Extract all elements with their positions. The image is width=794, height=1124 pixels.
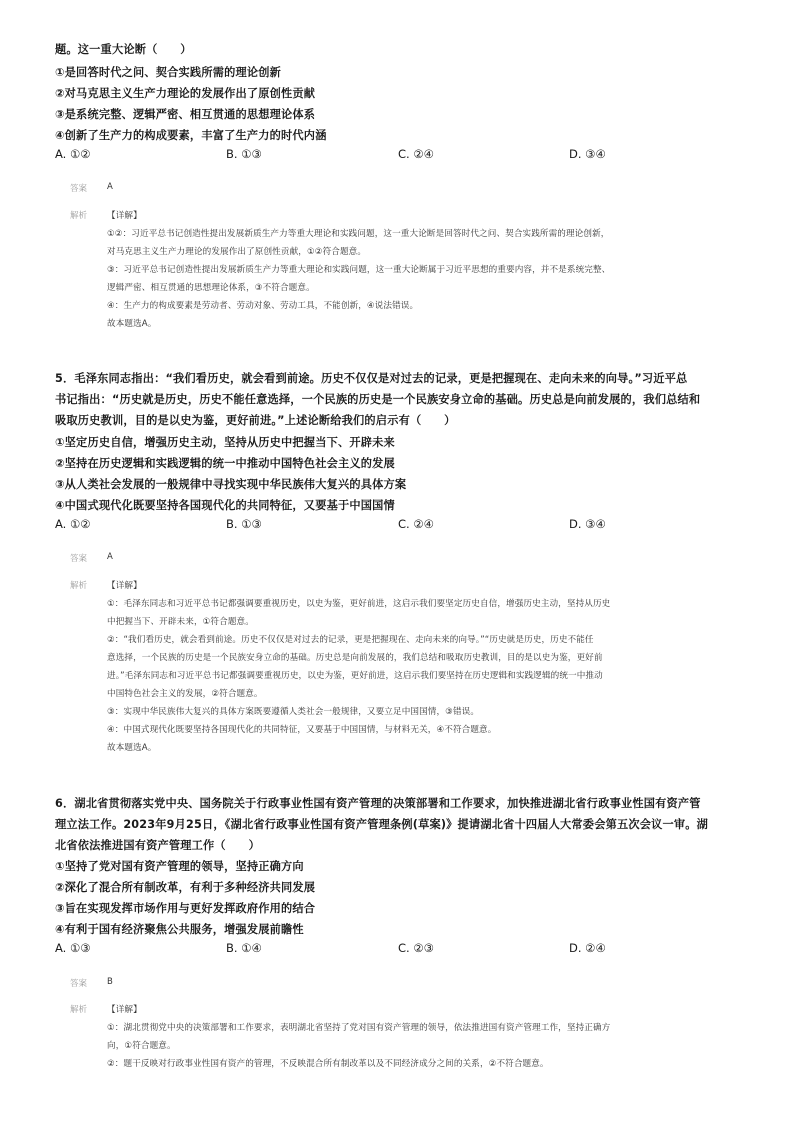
explanation-line: 故本题选A。 [107,743,157,753]
statement-2: ②对马克思主义生产力理论的发展作出了原创性贡献 [55,87,316,100]
explanation-line: 对马克思主义生产力理论的发展作出了原创性贡献，①②符合题意。 [107,247,367,257]
explanation-line: 【详解】 [107,1005,142,1015]
explanation-line: ④：生产力的构成要素是劳动者、劳动对象、劳动工具，不能创新，④说法错误。 [107,301,419,311]
explanation-line: ①：毛泽东同志和习近平总书记都强调要重视历史，以史为鉴，更好前进，这启示我们要坚定历史自信，增强历史主动，坚持从历史 [107,599,611,609]
option-d[interactable]: D. ③④ [569,147,606,161]
statement-1: ①坚持了党对国有资产管理的领导，坚持正确方向 [55,860,304,873]
explanation-line: ①②：习近平总书记创造性提出发展新质生产力等重大理论和实践问题，这一重大论断是回答时代之问、契合实践所需的理论创新， [107,229,610,239]
question-stem-line: 北省依法推进国有资产管理工作（ ） [55,839,260,852]
analysis-tag: 解析 [70,581,88,591]
option-d[interactable]: D. ③④ [569,517,606,531]
option-c[interactable]: C. ②④ [398,147,434,161]
explanation-line: 中把握当下、开辟未来，①符合题意。 [107,617,254,627]
option-a[interactable]: A. ①② [55,147,91,161]
question-stem-line: 书记指出：“历史就是历史，历史不能任意选择，一个民族的历史是一个民族安身立命的基础。历史总是向前发展的，我们总结和 [55,393,701,406]
explanation-line: 【详解】 [107,581,142,591]
statement-3: ③旨在实现发挥市场作用与更好发挥政府作用的结合 [55,902,316,915]
option-b[interactable]: B. ①③ [226,147,262,161]
explanation-line: 意选择，一个民族的历史是一个民族安身立命的基础。历史总是向前发展的，我们总结和吸取历史教训，目的是以史为鉴，更好前 [107,653,603,663]
explanation-line: ③：习近平总书记创造性提出发展新质生产力等重大理论和实践问题，这一重大论断属于习近平思想的重要内容，并不是系统完整、 [107,265,611,275]
option-c[interactable]: C. ②③ [398,941,434,955]
explanation-line: 进。”毛泽东同志和习近平总书记都强调要重视历史，以史为鉴，更好前进，这启示我们要坚持在历史逻辑和实践逻辑的统一中推动 [107,671,603,681]
explanation-line: 向，①符合题意。 [107,1041,176,1051]
statement-4: ④创新了生产力的构成要素，丰富了生产力的时代内涵 [55,129,327,142]
explanation-line: ①：湖北贯彻党中央的决策部署和工作要求，表明湖北省坚持了党对国有资产管理的领导，依法推进国有资产管理工作，坚持正确方 [107,1023,611,1033]
question-stem-line: 理立法工作。2023年9月25日，《湖北省行政事业性国有资产管理条例(草案)》提请湖北省十四届人大常委会第五次会议一审。湖 [55,818,709,831]
statement-2: ②深化了混合所有制改革，有利于多种经济共同发展 [55,881,316,894]
question-stem-line: 6．湖北省贯彻落实党中央、国务院关于行政事业性国有资产管理的决策部署和工作要求，加快推进湖北省行政事业性国有资产管 [55,797,701,810]
option-d[interactable]: D. ②④ [569,941,606,955]
option-b[interactable]: B. ①④ [226,941,262,955]
answer-value: A [107,552,113,562]
option-c[interactable]: C. ②④ [398,517,434,531]
statement-2: ②坚持在历史逻辑和实践逻辑的统一中推动中国特色社会主义的发展 [55,457,395,470]
option-a[interactable]: A. ①③ [55,941,91,955]
answer-tag: 答案 [70,979,88,989]
explanation-line: ④：中国式现代化既要坚持各国现代化的共同特征，又要基于中国国情，与材料无关，④不符合题意。 [107,725,497,735]
analysis-tag: 解析 [70,1005,88,1015]
answer-value: A [107,182,113,192]
explanation-line: 故本题选A。 [107,319,157,329]
statement-4: ④有利于国有经济聚焦公共服务，增强发展前瞻性 [55,923,304,936]
explanation-line: 【详解】 [107,211,142,221]
statement-3: ③是系统完整、逻辑严密、相互贯通的思想理论体系 [55,108,316,121]
explanation-line: ③：实现中华民族伟大复兴的具体方案既要遵循人类社会一般规律，又要立足中国国情，③错误。 [107,707,480,717]
analysis-tag: 解析 [70,211,88,221]
question-stem-line: 题。这一重大论断（ ） [55,43,192,56]
answer-value: B [107,977,113,987]
answer-tag: 答案 [70,554,88,564]
explanation-line: 中国特色社会主义的发展，②符合题意。 [107,689,263,699]
answer-tag: 答案 [70,184,88,194]
statement-1: ①坚定历史自信，增强历史主动，坚持从历史中把握当下、开辟未来 [55,436,395,449]
explanation-line: ②：题干反映对行政事业性国有资产的管理，不反映混合所有制改革以及不同经济成分之间的关系，②不符合题意。 [107,1059,549,1069]
explanation-line: 逻辑严密、相互贯通的思想理论体系，③不符合题意。 [107,283,315,293]
question-stem-line: 5．毛泽东同志指出：“我们看历史，就会看到前途。历史不仅仅是对过去的记录，更是把握现在、走向未来的向导。”习近平总 [55,372,688,385]
statement-1: ①是回答时代之问、契合实践所需的理论创新 [55,66,282,79]
statement-4: ④中国式现代化既要坚持各国现代化的共同特征，又要基于中国国情 [55,499,395,512]
statement-3: ③从人类社会发展的一般规律中寻找实现中华民族伟大复兴的具体方案 [55,478,407,491]
option-a[interactable]: A. ①② [55,517,91,531]
explanation-line: ②：“我们看历史，就会看到前途。历史不仅仅是对过去的记录，更是把握现在、走向未来的向导。”“历史就是历史，历史不能任 [107,635,594,645]
question-stem-line: 吸取历史教训，目的是以史为鉴，更好前进。”上述论断给我们的启示有（ ） [55,414,456,427]
option-b[interactable]: B. ①③ [226,517,262,531]
